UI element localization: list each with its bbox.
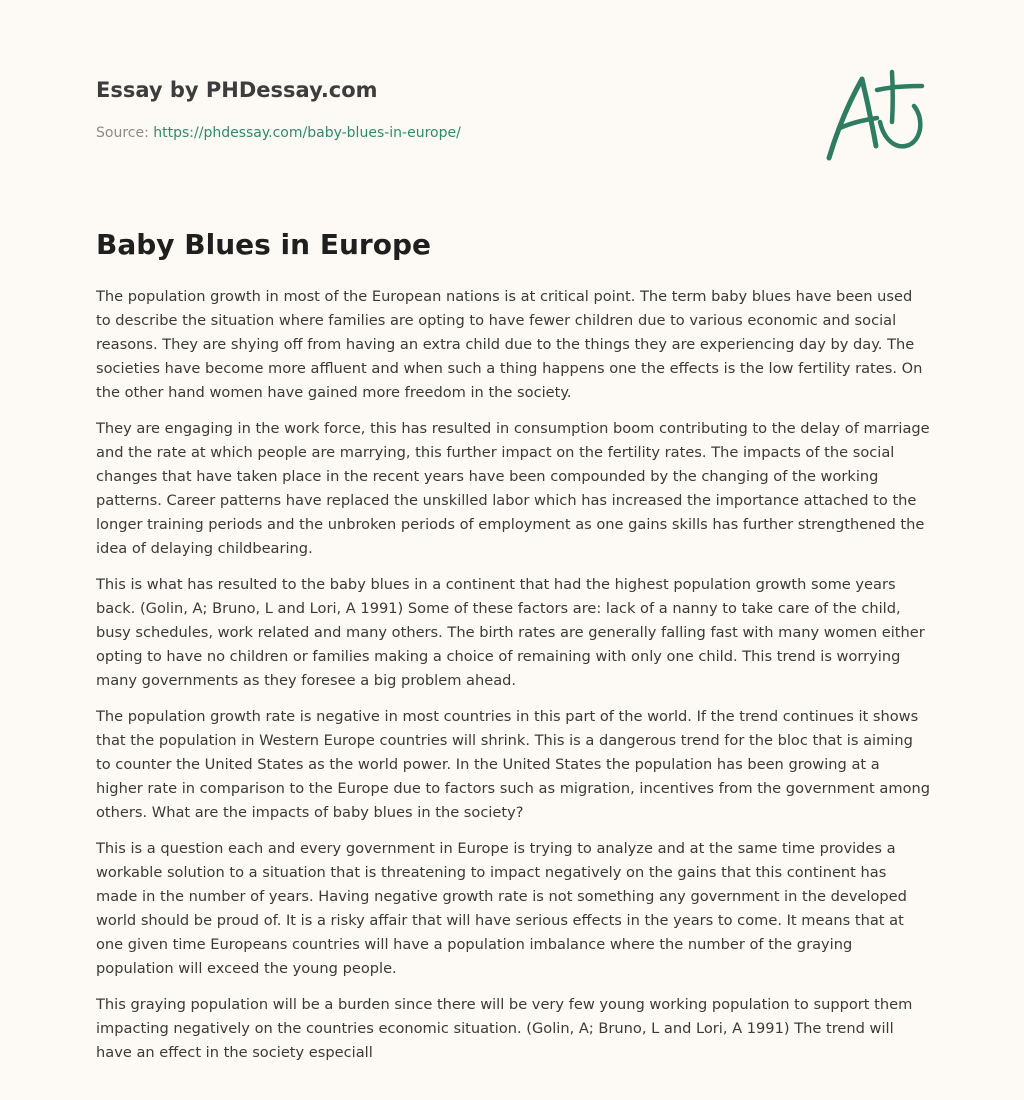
essay-body <box>96 285 930 1077</box>
a-plus-grade-logo <box>822 66 926 166</box>
essay-paragraph: This graying population will be a burden since there will be very few young working population to support them impacting negatively on the countries economic situation. (Golin, A; Bruno, L and Lori, A 1991) The trend will have an effect in the society especiall <box>96 996 913 1061</box>
source-label: Source: <box>96 125 154 141</box>
essay-paragraph: They are engaging in the work force, this has resulted in consumption boom contributing to the delay of marriage and the rate at which people are marrying, this further impact on the fertility rates. The impacts of the social changes that have taken place in the recent years have been compounded by the changing of the working patterns. Career patterns have replaced the unskilled labor which has increased the importance attached to the longer training periods and the unbroken periods of employment as one gains skills has further strengthened the idea of delaying childbearing. <box>96 420 930 557</box>
page-header <box>96 75 378 105</box>
essay-paragraph: The population growth rate is negative in most countries in this part of the world. If the trend continues it shows that the population in Western Europe countries will shrink. This is a dangerous trend for the bloc that is aiming to counter the United States as the world power. In the United States the population has been growing at a higher rate in comparison to the Europe due to factors such as migration, incentives from the government among others. What are the impacts of baby blues in the society? <box>96 708 931 821</box>
source-link[interactable]: https://phdessay.com/baby-blues-in-europe/ <box>153 125 461 141</box>
essay-paragraph: This is a question each and every government in Europe is trying to analyze and at the same time provides a workable solution to a situation that is threatening to impact negatively on the gains that this continent has made in the number of years. Having negative growth rate is not something any government in the developed world should be proud of. It is a risky affair that will have serious effects in the years to come. It means that at one given time Europeans countries will have a population imbalance where the number of the graying population will exceed the young people. <box>96 840 907 977</box>
a-plus-grade-icon <box>822 66 926 166</box>
essay-paragraph: The population growth in most of the European nations is at critical point. The term baby blues have been used to describe the situation where families are opting to have fewer children due to various economic and social reasons. They are shying off from having an extra child due to the things they are experiencing day by day. The societies have become more affluent and when such a thing happens one the effects is the low fertility rates. On the other hand women have gained more freedom in the society. <box>96 288 923 401</box>
essay-title: Baby Blues in Europe <box>96 228 431 261</box>
source-line <box>96 124 461 142</box>
essay-paragraph: This is what has resulted to the baby blues in a continent that had the highest population growth some years back. (Golin, A; Bruno, L and Lori, A 1991) Some of these factors are: lack of a nanny to take care of the child, busy schedules, work related and many others. The birth rates are generally falling fast with many women either opting to have no children or families making a choice of remaining with only one child. This trend is worrying many governments as they foresee a big problem ahead. <box>96 576 925 689</box>
site-title: Essay by PHDessay.com <box>96 78 378 102</box>
